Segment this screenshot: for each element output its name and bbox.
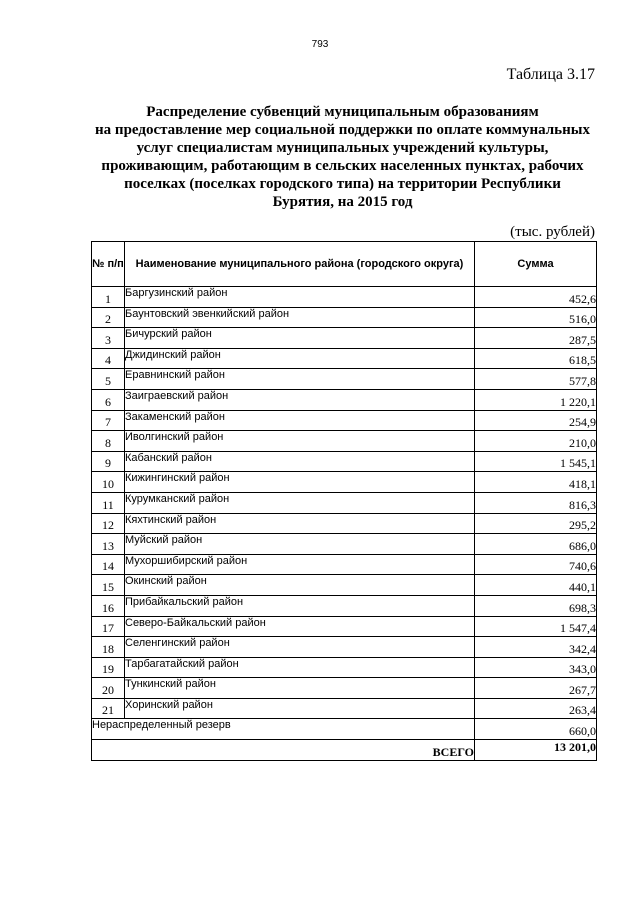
district-name: Северо-Байкальский район [125,616,475,637]
district-sum: 1 545,1 [475,451,597,472]
district-sum: 452,6 [475,287,597,308]
district-name: Курумканский район [125,492,475,513]
district-sum: 440,1 [475,575,597,596]
header-sum: Сумма [475,242,597,287]
district-name: Еравнинский район [125,369,475,390]
row-number: 11 [92,492,125,513]
district-name: Тарбагатайский район [125,657,475,678]
district-name: Муйский район [125,534,475,555]
district-sum: 295,2 [475,513,597,534]
title-line: Бурятия, на 2015 год [272,194,413,210]
row-number: 12 [92,513,125,534]
district-sum: 618,5 [475,348,597,369]
table-row [92,451,597,472]
district-name: Кижингинский район [125,472,475,493]
row-number: 4 [92,348,125,369]
row-number: 8 [92,431,125,452]
row-number: 19 [92,657,125,678]
district-sum: 1 220,1 [475,389,597,410]
row-number: 16 [92,595,125,616]
table-row [92,307,597,328]
header-number: № п/п [92,242,125,287]
distribution-table [91,241,597,761]
row-number: 7 [92,410,125,431]
row-number: 14 [92,554,125,575]
header-district-name: Наименование муниципального района (городского округа) [125,242,475,287]
row-number: 1 [92,287,125,308]
table-row [92,513,597,534]
district-sum: 577,8 [475,369,597,390]
row-number: 13 [92,534,125,555]
row-number: 2 [92,307,125,328]
district-sum: 816,3 [475,492,597,513]
district-name: Баргузинский район [125,287,475,308]
district-sum: 740,6 [475,554,597,575]
units-label: (тыс. рублей) [510,224,595,240]
district-name: Баунтовский эвенкийский район [125,307,475,328]
table-row [92,534,597,555]
district-name: Джидинский район [125,348,475,369]
district-name: Прибайкальский район [125,595,475,616]
district-sum: 210,0 [475,431,597,452]
total-row [92,740,597,761]
page-number: 793 [311,39,329,50]
district-name: Иволгинский район [125,431,475,452]
district-sum: 287,5 [475,328,597,349]
district-name: Закаменский район [125,410,475,431]
row-number: 5 [92,369,125,390]
table-row [92,575,597,596]
district-sum: 343,0 [475,657,597,678]
district-name: Кабанский район [125,451,475,472]
table-row [92,492,597,513]
district-name: Хоринский район [125,698,475,719]
row-number: 3 [92,328,125,349]
title-line: поселках (поселках городского типа) на территории Республики [124,176,561,192]
district-name: Мухоршибирский район [125,554,475,575]
district-sum: 1 547,4 [475,616,597,637]
district-name: Заиграевский район [125,389,475,410]
table-row [92,595,597,616]
district-name: Тункинский район [125,678,475,699]
reserve-row [92,719,597,740]
district-name: Бичурский район [125,328,475,349]
district-sum: 263,4 [475,698,597,719]
row-number: 21 [92,698,125,719]
row-number: 17 [92,616,125,637]
table-row [92,637,597,658]
district-name: Селенгинский район [125,637,475,658]
reserve-label: Нераспределенный резерв [92,719,475,740]
row-number: 18 [92,637,125,658]
title-line: услуг специалистам муниципальных учреждений культуры, [136,140,549,156]
title-line: Распределение субвенций муниципальным образованиям [146,104,539,120]
district-sum: 698,3 [475,595,597,616]
district-sum: 254,9 [475,410,597,431]
row-number: 9 [92,451,125,472]
row-number: 15 [92,575,125,596]
table-header-row [92,242,597,287]
table-row [92,554,597,575]
table-row [92,369,597,390]
total-sum: 13 201,0 [475,740,597,761]
district-sum: 267,7 [475,678,597,699]
district-name: Окинский район [125,575,475,596]
district-sum: 342,4 [475,637,597,658]
title-line: на предоставление мер социальной поддержки по оплате коммунальных [95,122,590,138]
total-label: ВСЕГО [92,740,475,761]
table-row [92,657,597,678]
row-number: 20 [92,678,125,699]
district-sum: 686,0 [475,534,597,555]
row-number: 6 [92,389,125,410]
row-number: 10 [92,472,125,493]
table-row [92,410,597,431]
table-row [92,678,597,699]
table-row [92,472,597,493]
district-name: Кяхтинский район [125,513,475,534]
table-row [92,616,597,637]
table-title [80,103,605,211]
table-row [92,389,597,410]
district-sum: 516,0 [475,307,597,328]
table-row [92,287,597,308]
table-row [92,431,597,452]
table-row [92,348,597,369]
table-row [92,328,597,349]
table-row [92,698,597,719]
reserve-sum: 660,0 [475,719,597,740]
table-label: Таблица 3.17 [506,66,595,83]
district-sum: 418,1 [475,472,597,493]
title-line: проживающим, работающим в сельских населенных пунктах, рабочих [101,158,584,174]
